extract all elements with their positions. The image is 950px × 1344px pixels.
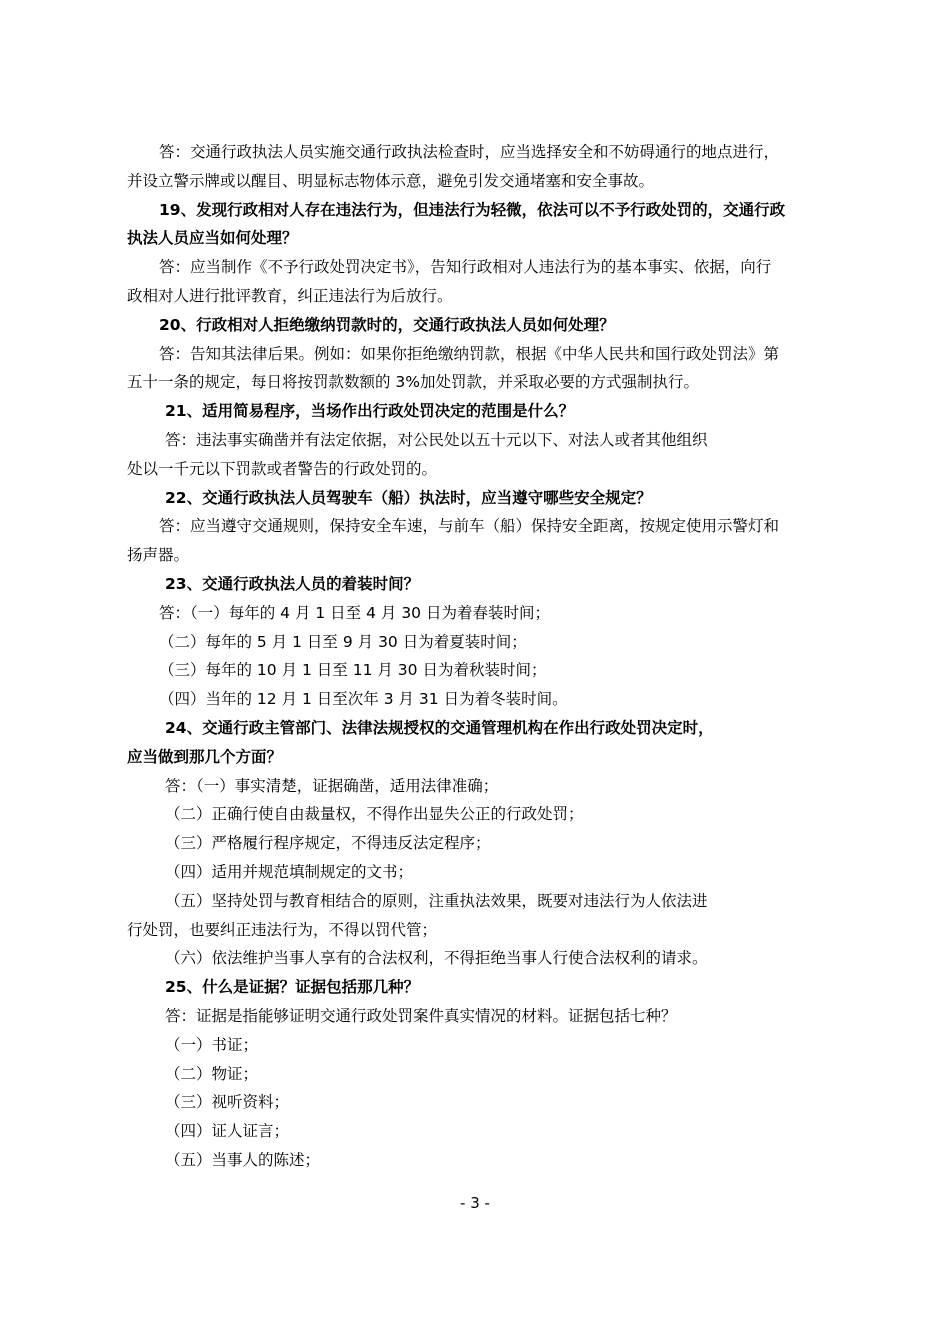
text-line: 扬声器。 bbox=[127, 546, 190, 565]
list-item: （三）视听资料； bbox=[165, 1093, 290, 1112]
question-heading: 25、什么是证据？证据包括那几种？ bbox=[165, 978, 420, 997]
list-item: （六）依法维护当事人享有的合法权利，不得拒绝当事人行使合法权利的请求。 bbox=[165, 949, 708, 968]
list-item: （三）严格履行程序规定，不得违反法定程序； bbox=[165, 834, 491, 853]
question-heading: 23、交通行政执法人员的着装时间？ bbox=[165, 574, 420, 593]
text-line: 答：应当遵守交通规则，保持安全车速，与前车（船）保持安全距离，按规定使用示警灯和 bbox=[159, 517, 780, 536]
list-item: （三）每年的 10 月 1 日至 11 月 30 日为着秋装时间； bbox=[159, 661, 547, 680]
list-item: （五）当事人的陈述； bbox=[165, 1150, 321, 1169]
text-line: 答：告知其法律后果。例如：如果你拒绝缴纳罚款，根据《中华人民共和国行政处罚法》第 bbox=[159, 344, 780, 363]
list-item: （一）书证； bbox=[165, 1035, 259, 1054]
text-line: 答：违法事实确凿并有法定依据，对公民处以五十元以下、对法人或者其他组织 bbox=[165, 430, 708, 449]
text-line: 政相对人进行批评教育，纠正违法行为后放行。 bbox=[127, 286, 453, 305]
question-heading: 21、适用简易程序，当场作出行政处罚决定的范围是什么？ bbox=[165, 402, 575, 421]
text-line: 五十一条的规定，每日将按罚款数额的 3%加处罚款，并采取必要的方式强制执行。 bbox=[127, 373, 700, 392]
list-item: （四）适用并规范填制规定的文书； bbox=[165, 862, 414, 881]
document-body bbox=[127, 138, 837, 1175]
list-item: 答：（一）每年的 4 月 1 日至 4 月 30 日为着春装时间； bbox=[159, 603, 550, 622]
list-item: （二）每年的 5 月 1 日至 9 月 30 日为着夏装时间； bbox=[159, 632, 527, 651]
text-line: 并设立警示牌或以醒目、明显标志物体示意，避免引发交通堵塞和安全事故。 bbox=[127, 171, 655, 190]
list-item: （二）物证； bbox=[165, 1064, 259, 1083]
question-heading: 19、发现行政相对人存在违法行为，但违法行为轻微，依法可以不予行政处罚的，交通行政 bbox=[159, 200, 786, 219]
question-heading: 执法人员应当如何处理？ bbox=[127, 229, 298, 248]
text-line: 行处罚，也要纠正违法行为，不得以罚代管； bbox=[127, 920, 438, 939]
list-item: （五）坚持处罚与教育相结合的原则，注重执法效果，既要对违法行为人依法进 bbox=[165, 891, 708, 910]
list-item: （四）当年的 12 月 1 日至次年 3 月 31 日为着冬装时间。 bbox=[159, 690, 568, 709]
question-heading: 24、交通行政主管部门、法律法规授权的交通管理机构在作出行政处罚决定时， bbox=[165, 718, 714, 737]
text-line: 答：交通行政执法人员实施交通行政执法检查时，应当选择安全和不妨碍通行的地点进行， bbox=[159, 143, 780, 161]
list-item: 答：（一）事实清楚，证据确凿，适用法律准确； bbox=[165, 776, 499, 795]
question-heading: 22、交通行政执法人员驾驶车（船）执法时，应当遵守哪些安全规定？ bbox=[165, 488, 652, 507]
list-item: （二）正确行使自由裁量权，不得作出显失公正的行政处罚； bbox=[165, 805, 584, 824]
list-item: （四）证人证言； bbox=[165, 1122, 290, 1141]
text-line: 答：应当制作《不予行政处罚决定书》，告知行政相对人违法行为的基本事实、依据，向行 bbox=[159, 258, 772, 277]
text-line: 答：证据是指能够证明交通行政处罚案件真实情况的材料。证据包括七种？ bbox=[165, 1006, 677, 1025]
question-heading: 20、行政相对人拒绝缴纳罚款时的，交通行政执法人员如何处理？ bbox=[159, 315, 615, 334]
page-number: - 3 - bbox=[460, 1194, 490, 1212]
question-heading: 应当做到那几个方面？ bbox=[127, 747, 283, 766]
text-line: 处以一千元以下罚款或者警告的行政处罚的。 bbox=[127, 459, 438, 478]
